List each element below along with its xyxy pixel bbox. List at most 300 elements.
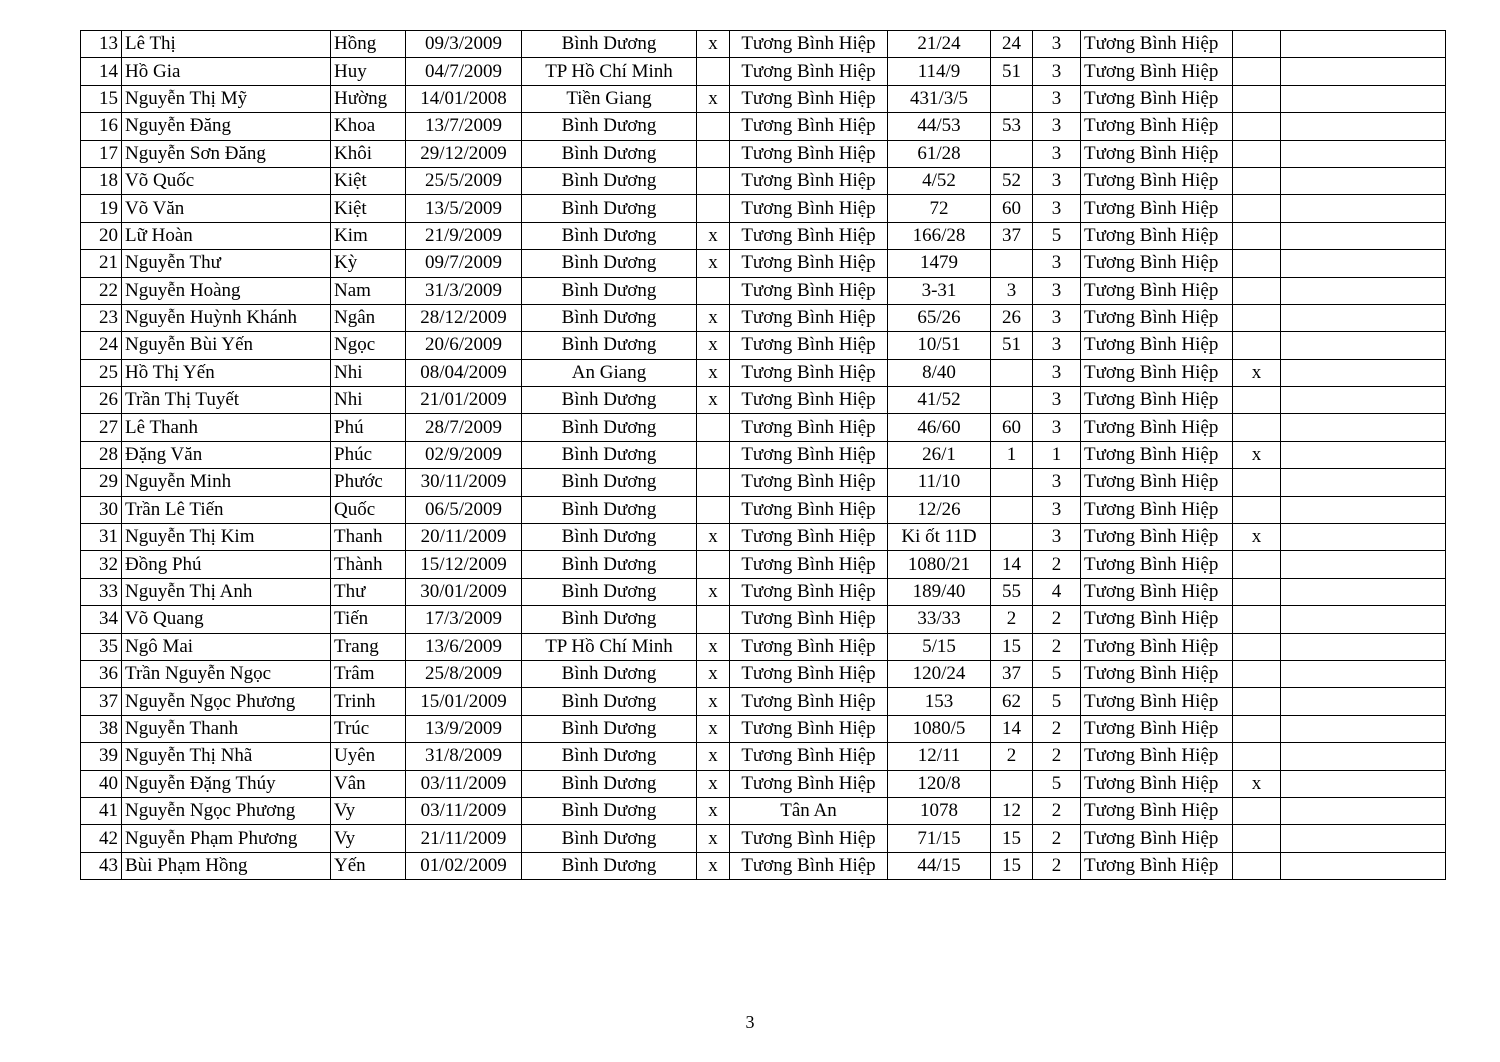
residence-cell: Tương Bình Hiệp bbox=[1081, 551, 1233, 578]
house-number-cell: 46/60 bbox=[888, 414, 991, 441]
student-roster-table bbox=[80, 30, 1446, 880]
given-name-cell: Nhi bbox=[331, 387, 406, 414]
surname-cell: Nguyễn Thị Mỹ bbox=[122, 85, 331, 112]
remark-cell bbox=[1281, 715, 1446, 742]
row-number-cell: 40 bbox=[81, 770, 122, 797]
surname-cell: Ngô Mai bbox=[122, 633, 331, 660]
ward-cell: Tương Bình Hiệp bbox=[730, 633, 888, 660]
ward-cell: Tương Bình Hiệp bbox=[730, 496, 888, 523]
birthplace-cell: Bình Dương bbox=[522, 222, 697, 249]
table-row bbox=[81, 277, 1446, 304]
residence-cell: Tương Bình Hiệp bbox=[1081, 715, 1233, 742]
note-mark-cell: x bbox=[1233, 770, 1281, 797]
birthplace-cell: Bình Dương bbox=[522, 277, 697, 304]
female-mark-cell bbox=[697, 469, 730, 496]
residence-cell: Tương Bình Hiệp bbox=[1081, 58, 1233, 85]
remark-cell bbox=[1281, 633, 1446, 660]
birth-date-cell: 25/5/2009 bbox=[406, 167, 522, 194]
female-mark-cell: x bbox=[697, 688, 730, 715]
residence-cell: Tương Bình Hiệp bbox=[1081, 167, 1233, 194]
female-mark-cell bbox=[697, 496, 730, 523]
quarter-cell: 3 bbox=[1033, 167, 1081, 194]
remark-cell bbox=[1281, 524, 1446, 551]
row-number-cell: 27 bbox=[81, 414, 122, 441]
given-name-cell: Nhi bbox=[331, 359, 406, 386]
ward-cell: Tương Bình Hiệp bbox=[730, 743, 888, 770]
table-row bbox=[81, 113, 1446, 140]
quarter-cell: 3 bbox=[1033, 195, 1081, 222]
group-cell: 55 bbox=[991, 578, 1033, 605]
remark-cell bbox=[1281, 551, 1446, 578]
table-row bbox=[81, 825, 1446, 852]
birth-date-cell: 25/8/2009 bbox=[406, 660, 522, 687]
row-number-cell: 30 bbox=[81, 496, 122, 523]
table-row bbox=[81, 797, 1446, 824]
ward-cell: Tương Bình Hiệp bbox=[730, 31, 888, 58]
table-row bbox=[81, 359, 1446, 386]
group-cell bbox=[991, 250, 1033, 277]
note-mark-cell bbox=[1233, 715, 1281, 742]
quarter-cell: 5 bbox=[1033, 222, 1081, 249]
birth-date-cell: 21/01/2009 bbox=[406, 387, 522, 414]
given-name-cell: Vân bbox=[331, 770, 406, 797]
group-cell: 14 bbox=[991, 715, 1033, 742]
group-cell bbox=[991, 496, 1033, 523]
surname-cell: Trần Thị Tuyết bbox=[122, 387, 331, 414]
group-cell bbox=[991, 359, 1033, 386]
birthplace-cell: Bình Dương bbox=[522, 743, 697, 770]
birthplace-cell: Bình Dương bbox=[522, 441, 697, 468]
remark-cell bbox=[1281, 85, 1446, 112]
female-mark-cell: x bbox=[697, 31, 730, 58]
birthplace-cell: Bình Dương bbox=[522, 113, 697, 140]
quarter-cell: 2 bbox=[1033, 825, 1081, 852]
birth-date-cell: 13/6/2009 bbox=[406, 633, 522, 660]
ward-cell: Tương Bình Hiệp bbox=[730, 688, 888, 715]
group-cell: 37 bbox=[991, 660, 1033, 687]
birth-date-cell: 21/11/2009 bbox=[406, 825, 522, 852]
quarter-cell: 2 bbox=[1033, 852, 1081, 879]
female-mark-cell: x bbox=[697, 743, 730, 770]
birthplace-cell: Bình Dương bbox=[522, 167, 697, 194]
birthplace-cell: Bình Dương bbox=[522, 688, 697, 715]
residence-cell: Tương Bình Hiệp bbox=[1081, 469, 1233, 496]
row-number-cell: 19 bbox=[81, 195, 122, 222]
given-name-cell: Vy bbox=[331, 797, 406, 824]
row-number-cell: 17 bbox=[81, 140, 122, 167]
house-number-cell: 8/40 bbox=[888, 359, 991, 386]
birthplace-cell: Tiền Giang bbox=[522, 85, 697, 112]
table-row bbox=[81, 578, 1446, 605]
female-mark-cell: x bbox=[697, 825, 730, 852]
remark-cell bbox=[1281, 140, 1446, 167]
note-mark-cell bbox=[1233, 743, 1281, 770]
ward-cell: Tương Bình Hiệp bbox=[730, 167, 888, 194]
residence-cell: Tương Bình Hiệp bbox=[1081, 414, 1233, 441]
note-mark-cell bbox=[1233, 58, 1281, 85]
ward-cell: Tương Bình Hiệp bbox=[730, 304, 888, 331]
table-row bbox=[81, 304, 1446, 331]
female-mark-cell: x bbox=[697, 387, 730, 414]
remark-cell bbox=[1281, 250, 1446, 277]
row-number-cell: 23 bbox=[81, 304, 122, 331]
residence-cell: Tương Bình Hiệp bbox=[1081, 113, 1233, 140]
group-cell: 14 bbox=[991, 551, 1033, 578]
birth-date-cell: 02/9/2009 bbox=[406, 441, 522, 468]
surname-cell: Đồng Phú bbox=[122, 551, 331, 578]
birth-date-cell: 03/11/2009 bbox=[406, 770, 522, 797]
residence-cell: Tương Bình Hiệp bbox=[1081, 743, 1233, 770]
birthplace-cell: Bình Dương bbox=[522, 660, 697, 687]
quarter-cell: 2 bbox=[1033, 743, 1081, 770]
group-cell: 26 bbox=[991, 304, 1033, 331]
row-number-cell: 31 bbox=[81, 524, 122, 551]
table-row bbox=[81, 770, 1446, 797]
quarter-cell: 3 bbox=[1033, 304, 1081, 331]
group-cell: 12 bbox=[991, 797, 1033, 824]
row-number-cell: 37 bbox=[81, 688, 122, 715]
residence-cell: Tương Bình Hiệp bbox=[1081, 387, 1233, 414]
residence-cell: Tương Bình Hiệp bbox=[1081, 277, 1233, 304]
table-row bbox=[81, 633, 1446, 660]
ward-cell: Tương Bình Hiệp bbox=[730, 195, 888, 222]
remark-cell bbox=[1281, 277, 1446, 304]
remark-cell bbox=[1281, 167, 1446, 194]
ward-cell: Tương Bình Hiệp bbox=[730, 140, 888, 167]
quarter-cell: 3 bbox=[1033, 250, 1081, 277]
quarter-cell: 3 bbox=[1033, 85, 1081, 112]
quarter-cell: 3 bbox=[1033, 277, 1081, 304]
note-mark-cell bbox=[1233, 852, 1281, 879]
table-row bbox=[81, 551, 1446, 578]
surname-cell: Nguyễn Thư bbox=[122, 250, 331, 277]
note-mark-cell bbox=[1233, 688, 1281, 715]
birthplace-cell: Bình Dương bbox=[522, 250, 697, 277]
birth-date-cell: 31/3/2009 bbox=[406, 277, 522, 304]
birth-date-cell: 06/5/2009 bbox=[406, 496, 522, 523]
note-mark-cell bbox=[1233, 825, 1281, 852]
birth-date-cell: 21/9/2009 bbox=[406, 222, 522, 249]
birthplace-cell: Bình Dương bbox=[522, 195, 697, 222]
table-row bbox=[81, 414, 1446, 441]
row-number-cell: 21 bbox=[81, 250, 122, 277]
birth-date-cell: 30/01/2009 bbox=[406, 578, 522, 605]
given-name-cell: Yến bbox=[331, 852, 406, 879]
given-name-cell: Phước bbox=[331, 469, 406, 496]
surname-cell: Đặng Văn bbox=[122, 441, 331, 468]
row-number-cell: 28 bbox=[81, 441, 122, 468]
group-cell: 24 bbox=[991, 31, 1033, 58]
birthplace-cell: TP Hồ Chí Minh bbox=[522, 633, 697, 660]
birthplace-cell: Bình Dương bbox=[522, 496, 697, 523]
surname-cell: Võ Văn bbox=[122, 195, 331, 222]
quarter-cell: 2 bbox=[1033, 606, 1081, 633]
surname-cell: Nguyễn Hoàng bbox=[122, 277, 331, 304]
birth-date-cell: 13/7/2009 bbox=[406, 113, 522, 140]
birth-date-cell: 03/11/2009 bbox=[406, 797, 522, 824]
surname-cell: Nguyễn Đăng bbox=[122, 113, 331, 140]
note-mark-cell bbox=[1233, 551, 1281, 578]
ward-cell: Tân An bbox=[730, 797, 888, 824]
surname-cell: Hồ Thị Yến bbox=[122, 359, 331, 386]
given-name-cell: Thư bbox=[331, 578, 406, 605]
row-number-cell: 25 bbox=[81, 359, 122, 386]
row-number-cell: 39 bbox=[81, 743, 122, 770]
table-row bbox=[81, 524, 1446, 551]
house-number-cell: 26/1 bbox=[888, 441, 991, 468]
ward-cell: Tương Bình Hiệp bbox=[730, 58, 888, 85]
group-cell: 53 bbox=[991, 113, 1033, 140]
given-name-cell: Ngọc bbox=[331, 332, 406, 359]
remark-cell bbox=[1281, 743, 1446, 770]
group-cell: 51 bbox=[991, 58, 1033, 85]
ward-cell: Tương Bình Hiệp bbox=[730, 469, 888, 496]
residence-cell: Tương Bình Hiệp bbox=[1081, 195, 1233, 222]
given-name-cell: Tiến bbox=[331, 606, 406, 633]
surname-cell: Nguyễn Minh bbox=[122, 469, 331, 496]
given-name-cell: Trúc bbox=[331, 715, 406, 742]
remark-cell bbox=[1281, 852, 1446, 879]
given-name-cell: Trinh bbox=[331, 688, 406, 715]
female-mark-cell bbox=[697, 140, 730, 167]
birthplace-cell: Bình Dương bbox=[522, 304, 697, 331]
row-number-cell: 36 bbox=[81, 660, 122, 687]
note-mark-cell bbox=[1233, 304, 1281, 331]
ward-cell: Tương Bình Hiệp bbox=[730, 578, 888, 605]
note-mark-cell bbox=[1233, 277, 1281, 304]
residence-cell: Tương Bình Hiệp bbox=[1081, 85, 1233, 112]
ward-cell: Tương Bình Hiệp bbox=[730, 359, 888, 386]
given-name-cell: Khoa bbox=[331, 113, 406, 140]
surname-cell: Nguyễn Ngọc Phương bbox=[122, 797, 331, 824]
birthplace-cell: Bình Dương bbox=[522, 578, 697, 605]
house-number-cell: 189/40 bbox=[888, 578, 991, 605]
quarter-cell: 3 bbox=[1033, 414, 1081, 441]
residence-cell: Tương Bình Hiệp bbox=[1081, 524, 1233, 551]
ward-cell: Tương Bình Hiệp bbox=[730, 222, 888, 249]
table-row bbox=[81, 852, 1446, 879]
residence-cell: Tương Bình Hiệp bbox=[1081, 606, 1233, 633]
table-row bbox=[81, 387, 1446, 414]
surname-cell: Nguyễn Ngọc Phương bbox=[122, 688, 331, 715]
female-mark-cell: x bbox=[697, 633, 730, 660]
birthplace-cell: Bình Dương bbox=[522, 332, 697, 359]
remark-cell bbox=[1281, 195, 1446, 222]
house-number-cell: 65/26 bbox=[888, 304, 991, 331]
group-cell bbox=[991, 387, 1033, 414]
birthplace-cell: Bình Dương bbox=[522, 770, 697, 797]
group-cell: 62 bbox=[991, 688, 1033, 715]
row-number-cell: 35 bbox=[81, 633, 122, 660]
quarter-cell: 3 bbox=[1033, 140, 1081, 167]
given-name-cell: Trâm bbox=[331, 660, 406, 687]
ward-cell: Tương Bình Hiệp bbox=[730, 825, 888, 852]
note-mark-cell bbox=[1233, 250, 1281, 277]
remark-cell bbox=[1281, 496, 1446, 523]
female-mark-cell bbox=[697, 195, 730, 222]
birth-date-cell: 30/11/2009 bbox=[406, 469, 522, 496]
female-mark-cell bbox=[697, 606, 730, 633]
surname-cell: Nguyễn Huỳnh Khánh bbox=[122, 304, 331, 331]
row-number-cell: 41 bbox=[81, 797, 122, 824]
birthplace-cell: Bình Dương bbox=[522, 825, 697, 852]
surname-cell: Nguyễn Thị Kim bbox=[122, 524, 331, 551]
table-row bbox=[81, 58, 1446, 85]
birth-date-cell: 09/7/2009 bbox=[406, 250, 522, 277]
quarter-cell: 4 bbox=[1033, 578, 1081, 605]
house-number-cell: 3-31 bbox=[888, 277, 991, 304]
residence-cell: Tương Bình Hiệp bbox=[1081, 797, 1233, 824]
table-row bbox=[81, 195, 1446, 222]
house-number-cell: 44/53 bbox=[888, 113, 991, 140]
table-row bbox=[81, 660, 1446, 687]
note-mark-cell bbox=[1233, 140, 1281, 167]
house-number-cell: Ki ốt 11D bbox=[888, 524, 991, 551]
given-name-cell: Trang bbox=[331, 633, 406, 660]
surname-cell: Lê Thanh bbox=[122, 414, 331, 441]
house-number-cell: 1080/5 bbox=[888, 715, 991, 742]
birthplace-cell: Bình Dương bbox=[522, 469, 697, 496]
note-mark-cell bbox=[1233, 797, 1281, 824]
birth-date-cell: 04/7/2009 bbox=[406, 58, 522, 85]
surname-cell: Nguyễn Bùi Yến bbox=[122, 332, 331, 359]
house-number-cell: 72 bbox=[888, 195, 991, 222]
surname-cell: Trần Nguyễn Ngọc bbox=[122, 660, 331, 687]
ward-cell: Tương Bình Hiệp bbox=[730, 660, 888, 687]
note-mark-cell bbox=[1233, 496, 1281, 523]
surname-cell: Hồ Gia bbox=[122, 58, 331, 85]
birth-date-cell: 28/12/2009 bbox=[406, 304, 522, 331]
female-mark-cell: x bbox=[697, 250, 730, 277]
birthplace-cell: Bình Dương bbox=[522, 140, 697, 167]
house-number-cell: 1078 bbox=[888, 797, 991, 824]
note-mark-cell bbox=[1233, 113, 1281, 140]
table-row bbox=[81, 606, 1446, 633]
birthplace-cell: Bình Dương bbox=[522, 414, 697, 441]
residence-cell: Tương Bình Hiệp bbox=[1081, 688, 1233, 715]
table-row bbox=[81, 85, 1446, 112]
residence-cell: Tương Bình Hiệp bbox=[1081, 633, 1233, 660]
quarter-cell: 2 bbox=[1033, 797, 1081, 824]
remark-cell bbox=[1281, 332, 1446, 359]
house-number-cell: 431/3/5 bbox=[888, 85, 991, 112]
birthplace-cell: Bình Dương bbox=[522, 31, 697, 58]
table-row bbox=[81, 496, 1446, 523]
remark-cell bbox=[1281, 414, 1446, 441]
given-name-cell: Thanh bbox=[331, 524, 406, 551]
female-mark-cell: x bbox=[697, 715, 730, 742]
row-number-cell: 29 bbox=[81, 469, 122, 496]
group-cell: 15 bbox=[991, 633, 1033, 660]
house-number-cell: 1479 bbox=[888, 250, 991, 277]
house-number-cell: 61/28 bbox=[888, 140, 991, 167]
given-name-cell: Quốc bbox=[331, 496, 406, 523]
female-mark-cell: x bbox=[697, 524, 730, 551]
note-mark-cell bbox=[1233, 195, 1281, 222]
remark-cell bbox=[1281, 222, 1446, 249]
female-mark-cell: x bbox=[697, 578, 730, 605]
house-number-cell: 71/15 bbox=[888, 825, 991, 852]
residence-cell: Tương Bình Hiệp bbox=[1081, 660, 1233, 687]
ward-cell: Tương Bình Hiệp bbox=[730, 277, 888, 304]
note-mark-cell bbox=[1233, 222, 1281, 249]
row-number-cell: 38 bbox=[81, 715, 122, 742]
group-cell: 52 bbox=[991, 167, 1033, 194]
female-mark-cell: x bbox=[697, 222, 730, 249]
note-mark-cell bbox=[1233, 633, 1281, 660]
house-number-cell: 44/15 bbox=[888, 852, 991, 879]
given-name-cell: Phú bbox=[331, 414, 406, 441]
remark-cell bbox=[1281, 304, 1446, 331]
given-name-cell: Nam bbox=[331, 277, 406, 304]
group-cell bbox=[991, 770, 1033, 797]
quarter-cell: 1 bbox=[1033, 441, 1081, 468]
house-number-cell: 4/52 bbox=[888, 167, 991, 194]
quarter-cell: 3 bbox=[1033, 359, 1081, 386]
row-number-cell: 43 bbox=[81, 852, 122, 879]
birth-date-cell: 14/01/2008 bbox=[406, 85, 522, 112]
group-cell: 2 bbox=[991, 606, 1033, 633]
house-number-cell: 11/10 bbox=[888, 469, 991, 496]
female-mark-cell bbox=[697, 167, 730, 194]
table-row bbox=[81, 31, 1446, 58]
group-cell bbox=[991, 140, 1033, 167]
given-name-cell: Hường bbox=[331, 85, 406, 112]
residence-cell: Tương Bình Hiệp bbox=[1081, 359, 1233, 386]
group-cell: 3 bbox=[991, 277, 1033, 304]
quarter-cell: 2 bbox=[1033, 633, 1081, 660]
birthplace-cell: Bình Dương bbox=[522, 606, 697, 633]
birthplace-cell: Bình Dương bbox=[522, 797, 697, 824]
remark-cell bbox=[1281, 58, 1446, 85]
quarter-cell: 3 bbox=[1033, 469, 1081, 496]
quarter-cell: 3 bbox=[1033, 31, 1081, 58]
female-mark-cell: x bbox=[697, 852, 730, 879]
row-number-cell: 20 bbox=[81, 222, 122, 249]
house-number-cell: 33/33 bbox=[888, 606, 991, 633]
female-mark-cell: x bbox=[697, 660, 730, 687]
row-number-cell: 18 bbox=[81, 167, 122, 194]
quarter-cell: 3 bbox=[1033, 496, 1081, 523]
ward-cell: Tương Bình Hiệp bbox=[730, 250, 888, 277]
note-mark-cell: x bbox=[1233, 524, 1281, 551]
table-row bbox=[81, 140, 1446, 167]
given-name-cell: Huy bbox=[331, 58, 406, 85]
female-mark-cell: x bbox=[697, 359, 730, 386]
birthplace-cell: Bình Dương bbox=[522, 852, 697, 879]
female-mark-cell bbox=[697, 58, 730, 85]
residence-cell: Tương Bình Hiệp bbox=[1081, 222, 1233, 249]
birth-date-cell: 20/11/2009 bbox=[406, 524, 522, 551]
row-number-cell: 32 bbox=[81, 551, 122, 578]
residence-cell: Tương Bình Hiệp bbox=[1081, 496, 1233, 523]
birth-date-cell: 17/3/2009 bbox=[406, 606, 522, 633]
residence-cell: Tương Bình Hiệp bbox=[1081, 140, 1233, 167]
surname-cell: Nguyễn Thị Nhã bbox=[122, 743, 331, 770]
female-mark-cell: x bbox=[697, 85, 730, 112]
row-number-cell: 16 bbox=[81, 113, 122, 140]
quarter-cell: 3 bbox=[1033, 524, 1081, 551]
house-number-cell: 120/24 bbox=[888, 660, 991, 687]
quarter-cell: 3 bbox=[1033, 332, 1081, 359]
given-name-cell: Thành bbox=[331, 551, 406, 578]
birthplace-cell: An Giang bbox=[522, 359, 697, 386]
row-number-cell: 13 bbox=[81, 31, 122, 58]
table-row bbox=[81, 250, 1446, 277]
ward-cell: Tương Bình Hiệp bbox=[730, 441, 888, 468]
quarter-cell: 5 bbox=[1033, 770, 1081, 797]
house-number-cell: 10/51 bbox=[888, 332, 991, 359]
